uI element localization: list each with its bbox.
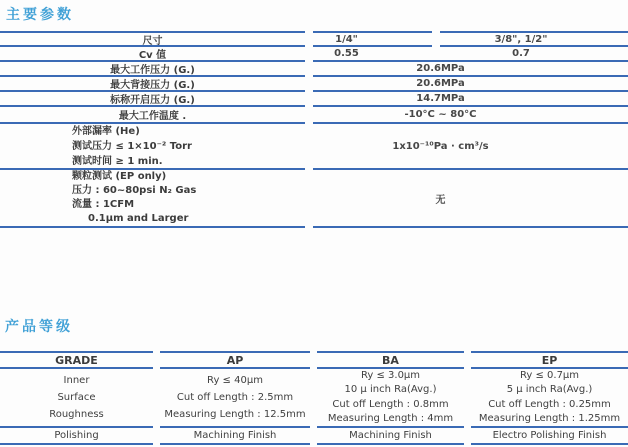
grade-polishing-row — [0, 426, 628, 445]
ap-roughness-line-2: Cut off Length : 2.5mm — [176, 392, 294, 403]
spec-row-particle-test — [0, 168, 628, 228]
main-params-table — [0, 31, 628, 228]
polishing-label: Polishing — [0, 426, 153, 445]
ep-roughness-line-2: 5 μ inch Ra(Avg.) — [506, 384, 593, 395]
ba-roughness-line-2: 10 μ inch Ra(Avg.) — [344, 384, 437, 395]
grade-body-row — [0, 367, 628, 426]
ap-roughness-line-1: Ry ≤ 40μm — [207, 375, 263, 386]
spec-row-max-temperature — [0, 105, 628, 122]
spec-value-cv-other: 0.7 — [440, 45, 628, 60]
spec-row-leak-rate — [0, 122, 628, 168]
grade-cell-ap-roughness — [160, 367, 310, 426]
grade-header-row — [0, 351, 628, 367]
section-title-product-grade: 产品等级 — [5, 319, 73, 335]
spec-row-max-back-pressure — [0, 75, 628, 90]
grade-cell-ba-roughness — [317, 367, 464, 426]
spec-label-leak-rate — [0, 122, 305, 168]
ba-roughness-line-4: Measuring Length : 4mm — [327, 413, 454, 424]
grade-header-ba: BA — [317, 351, 464, 367]
particle-test-line-4: 0.1μm and Larger — [88, 213, 189, 224]
leak-rate-line-3: 测试时间 ≥ 1 min. — [72, 155, 163, 167]
spec-value-particle-test: 无 — [313, 168, 628, 228]
particle-test-line-3: 流量 : 1CFM — [72, 199, 135, 210]
product-grade-table — [0, 351, 628, 445]
spec-label-particle-test — [0, 168, 305, 228]
particle-test-line-1: 颗粒测试 (EP only) — [72, 171, 167, 182]
roughness-label-line-3: Roughness — [49, 409, 104, 420]
grade-cell-ep-roughness — [471, 367, 628, 426]
leak-rate-line-2: 测试压力 ≤ 1×10⁻² Torr — [72, 140, 192, 152]
spec-row-size — [0, 31, 628, 45]
polishing-ap: Machining Finish — [160, 426, 310, 445]
ep-roughness-line-3: Cut off Length : 0.25mm — [488, 398, 611, 410]
roughness-label-line-1: Inner — [63, 375, 90, 386]
spec-row-cracking-pressure — [0, 90, 628, 105]
roughness-label-line-2: Surface — [57, 392, 96, 403]
spec-value-size-other: 3/8", 1/2" — [440, 31, 628, 45]
ba-roughness-line-1: Ry ≤ 3.0μm — [360, 369, 421, 381]
leak-rate-line-1: 外部漏率 (He) — [72, 125, 140, 137]
ep-roughness-line-4: Measuring Length : 1.25mm — [478, 413, 621, 424]
grade-cell-roughness-label — [0, 367, 153, 426]
grade-header-ap: AP — [160, 351, 310, 367]
ba-roughness-line-3: Cut off Length : 0.8mm — [332, 398, 449, 410]
section-title-main-params: 主要参数 — [6, 7, 74, 23]
ap-roughness-line-3: Measuring Length : 12.5mm — [164, 409, 306, 420]
spec-value-leak-rate: 1x10⁻¹⁰Pa · cm³/s — [313, 122, 628, 168]
ep-roughness-line-1: Ry ≤ 0.7μm — [519, 369, 580, 381]
spec-value-max-working-pressure: 20.6MPa — [313, 60, 628, 75]
spec-value-max-back-pressure: 20.6MPa — [313, 75, 628, 90]
spec-label-cv: Cv 值 — [0, 45, 305, 60]
spec-row-max-working-pressure — [0, 60, 628, 75]
spec-value-max-temperature: -10°C ~ 80°C — [313, 105, 628, 122]
spec-value-cv-quarter: 0.55 — [313, 45, 432, 60]
polishing-ba: Machining Finish — [317, 426, 464, 445]
grade-header-grade: GRADE — [0, 351, 153, 367]
spec-label-size: 尺寸 — [0, 31, 305, 45]
spec-label-max-working-pressure: 最大工作压力 (G.) — [0, 60, 305, 75]
spec-value-cracking-pressure: 14.7MPa — [313, 90, 628, 105]
spec-label-max-temperature: 最大工作温度 . — [0, 105, 305, 122]
spec-label-cracking-pressure: 标称开启压力 (G.) — [0, 90, 305, 105]
spec-value-size-quarter: 1/4" — [313, 31, 432, 45]
spec-row-cv — [0, 45, 628, 60]
spec-label-max-back-pressure: 最大背接压力 (G.) — [0, 75, 305, 90]
grade-header-ep: EP — [471, 351, 628, 367]
particle-test-line-2: 压力 : 60~80psi N₂ Gas — [72, 185, 197, 196]
polishing-ep: Electro Polishing Finish — [471, 426, 628, 445]
